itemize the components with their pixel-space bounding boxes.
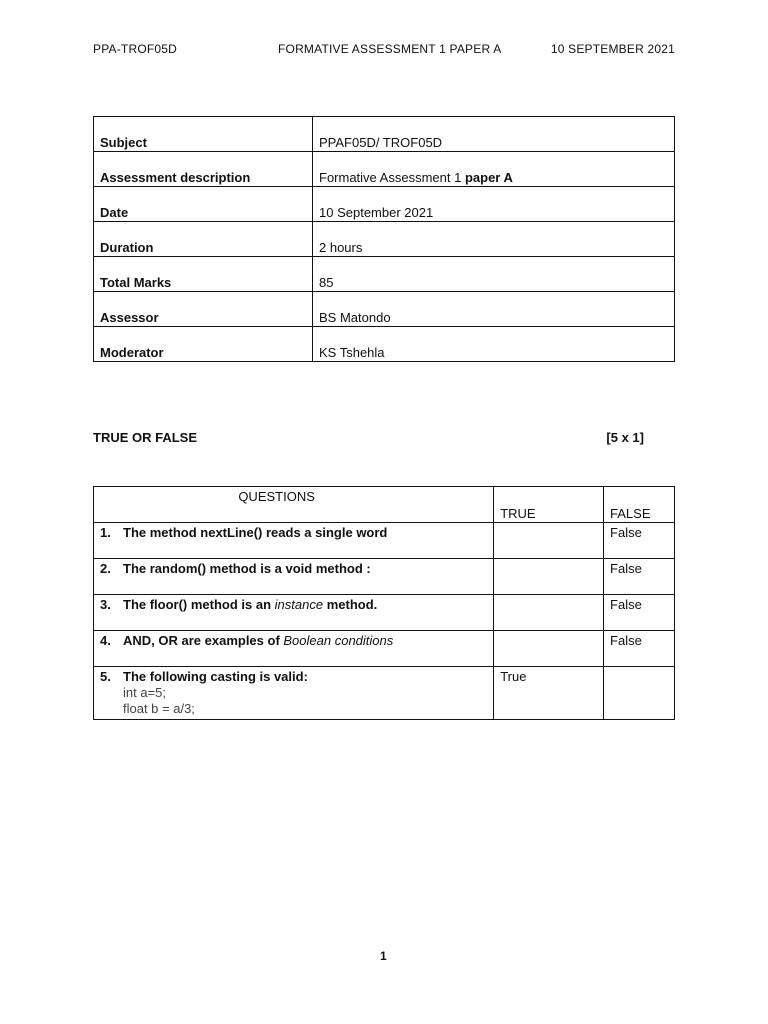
section-marks: [5 x 1] [606, 430, 644, 445]
questions-header: QUESTIONS [94, 487, 494, 523]
table-row [94, 595, 675, 631]
info-label: Date [94, 187, 313, 222]
code-line: int a=5; [123, 685, 167, 700]
question-text-italic: Boolean conditions [283, 633, 394, 648]
true-answer [494, 631, 604, 667]
question-text-part: method. [323, 597, 378, 612]
true-header: TRUE [494, 487, 604, 523]
page-number: 1 [380, 949, 387, 963]
false-answer: False [604, 631, 675, 667]
info-row-date [94, 187, 675, 222]
table-header-row [94, 487, 675, 523]
info-label: Moderator [94, 327, 313, 362]
info-label: Assessment description [94, 152, 313, 187]
question-number: 3. [100, 597, 111, 612]
info-value: 85 [313, 257, 675, 292]
info-value: PPAF05D/ TROF05D [313, 117, 675, 152]
info-value-bold: paper A [464, 170, 513, 185]
question-text: The method nextLine() reads a single word [123, 525, 388, 540]
info-row-assessor [94, 292, 675, 327]
info-value: BS Matondo [313, 292, 675, 327]
true-answer [494, 523, 604, 559]
info-value: 10 September 2021 [313, 187, 675, 222]
code-line: float b = a/3; [123, 701, 195, 716]
header-course-code: PPA-TROF05D [93, 42, 177, 56]
info-row-subject [94, 117, 675, 152]
question-text [123, 669, 308, 717]
question-text [123, 633, 393, 649]
info-value: KS Tshehla [313, 327, 675, 362]
header-title: FORMATIVE ASSESSMENT 1 PAPER A [278, 42, 502, 56]
info-row-total-marks [94, 257, 675, 292]
table-row [94, 559, 675, 595]
false-answer [604, 667, 675, 720]
question-text-part: The following casting is valid: [123, 669, 308, 684]
question-cell [94, 631, 494, 667]
question-number: 4. [100, 633, 111, 648]
question-number: 2. [100, 561, 111, 576]
question-number: 5. [100, 669, 111, 684]
info-label: Duration [94, 222, 313, 257]
question-text: The random() method is a void method : [123, 561, 371, 576]
info-row-duration [94, 222, 675, 257]
page-header [93, 42, 675, 60]
info-row-moderator [94, 327, 675, 362]
true-answer [494, 595, 604, 631]
false-answer: False [604, 559, 675, 595]
info-value: 2 hours [313, 222, 675, 257]
table-row [94, 523, 675, 559]
question-text-italic: instance [274, 597, 324, 612]
header-date: 10 SEPTEMBER 2021 [550, 42, 675, 56]
question-cell [94, 595, 494, 631]
question-text [123, 597, 377, 613]
question-number: 1. [100, 525, 111, 540]
table-row [94, 631, 675, 667]
false-answer: False [604, 595, 675, 631]
question-cell [94, 667, 494, 720]
false-answer: False [604, 523, 675, 559]
info-row-description [94, 152, 675, 187]
section-heading [93, 430, 644, 445]
false-header: FALSE [604, 487, 675, 523]
info-label: Assessor [94, 292, 313, 327]
question-text-part: The floor() method is an [123, 597, 275, 612]
info-label: Subject [94, 117, 313, 152]
table-row [94, 667, 675, 720]
info-value-plain: Formative Assessment 1 [319, 170, 465, 185]
question-text-part: AND, OR are examples of [123, 633, 284, 648]
true-answer: True [494, 667, 604, 720]
info-label: Total Marks [94, 257, 313, 292]
true-answer [494, 559, 604, 595]
info-value [313, 152, 675, 187]
true-false-table [93, 486, 675, 720]
question-cell [94, 559, 494, 595]
assessment-info-table [93, 116, 675, 362]
section-title: TRUE OR FALSE [93, 430, 198, 445]
question-cell [94, 523, 494, 559]
